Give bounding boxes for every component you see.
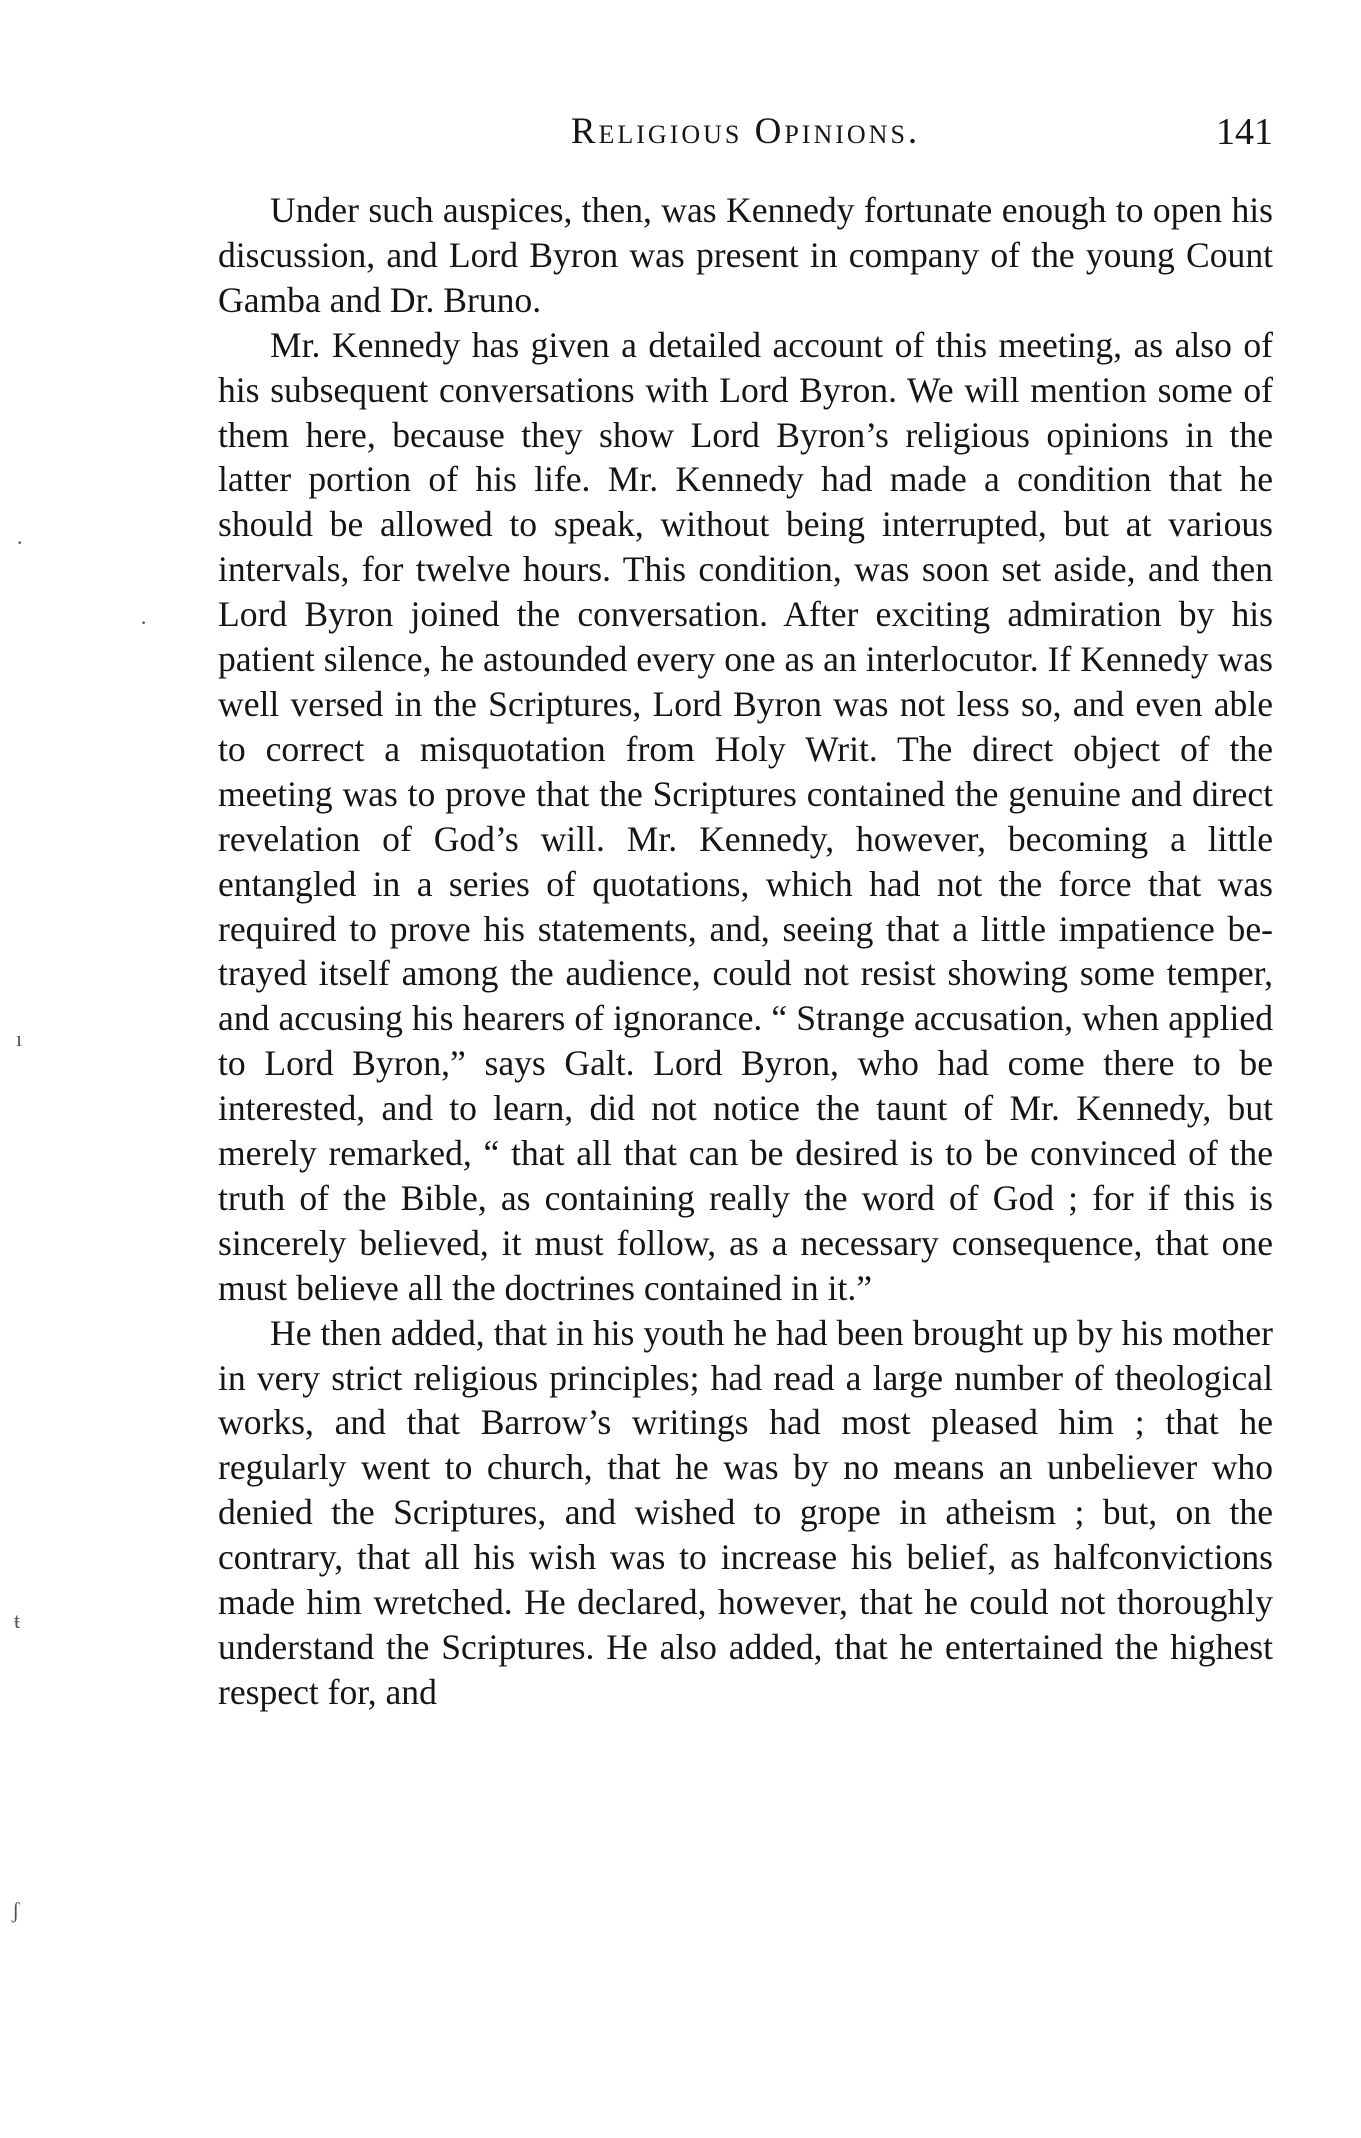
paragraph: Mr. Kennedy has given a detailed account of this meeting, as also of his subsequent conversations with Lord Byron. We will mention some of them here, because they show Lord Byron’s religious opinions in the latter portion of his life. Mr. Kennedy had made a condition that he should be allowed to speak, without being interrupted, but at various intervals, for twelve hours. This condition, was soon set aside, and then Lord Byron joined the conversation. After exciting admiration by his patient silence, he astounded every one as an interlocutor. If Kennedy was well versed in the Scriptures, Lord Byron was not less so, and even able to correct a misquotation from Holy Writ. The direct object of the meeting was to prove that the Scriptures contained the genuine and direct revelation of God’s will. Mr. Kennedy, however, becoming a little entangled in a series of quotations, which had not the force that was required to prove his statements, and, seeing that a little impatience betrayed itself among the audience, could not resist showing some temper, and accusing his hearers of ignorance. “ Strange accusation, when applied to Lord Byron,” says Galt. Lord Byron, who had come there to be interested, and to learn, did not notice the taunt of Mr. Kennedy, but merely remarked, “ that all that can be desired is to be convinced of the truth of the Bible, as containing really the word of God ; for if this is sincerely believed, it must follow, as a necessary consequence, that one must believe all the doctrines contained in it.” (218, 324, 1273, 1308)
body-text (218, 188, 1273, 1715)
margin-speck: ʃ (12, 1898, 20, 1923)
paragraph: Under such auspices, then, was Kennedy fortunate enough to open his discussion, and Lord Byron was present in company of the young Count Gamba and Dr. Bruno. (218, 190, 1273, 320)
running-title: Religious Opinions. (570, 111, 921, 152)
margin-speck: ŧ (14, 1608, 21, 1633)
page-number: 141 (1216, 111, 1273, 153)
margin-speck: ı (16, 1026, 23, 1051)
margin-speck: · (16, 530, 24, 555)
margin-speck: · (140, 610, 148, 635)
paragraph: He then added, that in his youth he had been brought up by his mother in very strict religious principles; had read a large number of theological works, and that Barrow’s writings had most pleased him ; that he regularly went to church, that he was by no means an unbeliever who denied the Scriptures, and wished to grope in atheism ; but, on the contrary, that all his wish was to increase his belief, as halfconvictions made him wretched. He declared, however, that he could not thoroughly understand the Scriptures. He also added, that he entertained the highest respect for, and (218, 1312, 1273, 1712)
running-header (218, 108, 1273, 156)
